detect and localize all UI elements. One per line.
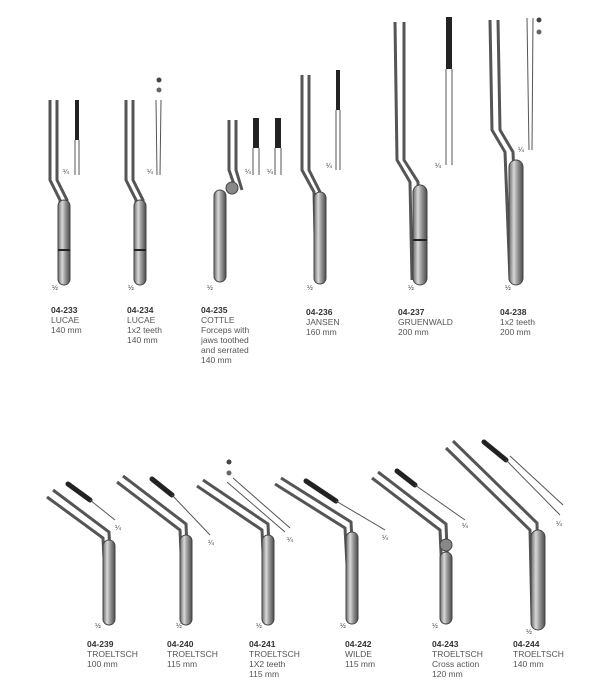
forceps-04-233 xyxy=(50,100,79,285)
svg-text:½: ½ xyxy=(52,285,58,292)
forceps-04-238 xyxy=(490,18,542,286)
svg-text:½: ½ xyxy=(207,285,213,292)
product-04-235: 04-235 COTTLE Forceps with jaws toothed and serrated 140 mm xyxy=(201,305,250,365)
product-04-244: 04-244 TROELTSCH 140 mm xyxy=(513,639,564,669)
product-04-236: 04-236 JANSEN 160 mm xyxy=(306,307,340,337)
svg-text:¼: ¼ xyxy=(63,169,69,176)
svg-text:½: ½ xyxy=(526,629,532,636)
product-04-234: 04-234 LUCAE 1x2 teeth 140 mm xyxy=(127,305,162,345)
svg-text:¼: ¼ xyxy=(435,163,441,170)
forceps-04-240 xyxy=(117,476,210,625)
product-04-238: 04-238 1x2 teeth 200 mm xyxy=(500,307,535,337)
forceps-04-235 xyxy=(214,118,281,282)
svg-text:¼: ¼ xyxy=(462,523,468,530)
forceps-04-236 xyxy=(302,70,340,284)
forceps-04-244 xyxy=(446,441,563,630)
svg-text:½: ½ xyxy=(408,285,414,292)
forceps-04-237 xyxy=(395,17,452,285)
svg-text:½: ½ xyxy=(340,623,346,630)
svg-text:½: ½ xyxy=(307,285,313,292)
product-04-242: 04-242 WILDE 115 mm xyxy=(345,639,376,669)
svg-text:½: ½ xyxy=(176,623,182,630)
svg-text:½: ½ xyxy=(95,623,101,630)
forceps-04-242 xyxy=(275,478,385,624)
svg-text:¼: ¼ xyxy=(267,169,273,176)
svg-text:¼: ¼ xyxy=(208,540,214,547)
product-04-243: 04-243 TROELTSCH Cross action 120 mm xyxy=(432,639,483,679)
svg-text:½: ½ xyxy=(128,285,134,292)
svg-text:½: ½ xyxy=(505,285,511,292)
svg-text:¼: ¼ xyxy=(147,169,153,176)
forceps-04-234 xyxy=(126,78,162,286)
svg-text:¼: ¼ xyxy=(382,535,388,542)
svg-text:¼: ¼ xyxy=(287,537,293,544)
forceps-04-239 xyxy=(47,484,115,625)
svg-text:½: ½ xyxy=(256,623,262,630)
svg-text:¼: ¼ xyxy=(518,147,524,154)
svg-text:¼: ¼ xyxy=(326,163,332,170)
product-04-237: 04-237 GRUENWALD 200 mm xyxy=(398,307,453,337)
product-04-233: 04-233 LUCAE 140 mm xyxy=(51,305,82,335)
svg-text:½: ½ xyxy=(432,623,438,630)
product-04-239: 04-239 TROELTSCH 100 mm xyxy=(87,639,138,669)
svg-text:¼: ¼ xyxy=(556,521,562,528)
product-04-241: 04-241 TROELTSCH 1X2 teeth 115 mm xyxy=(249,639,300,679)
forceps-04-243 xyxy=(372,471,465,624)
svg-text:¼: ¼ xyxy=(115,525,121,532)
svg-text:¼: ¼ xyxy=(245,169,251,176)
product-04-240: 04-240 TROELTSCH 115 mm xyxy=(167,639,218,669)
